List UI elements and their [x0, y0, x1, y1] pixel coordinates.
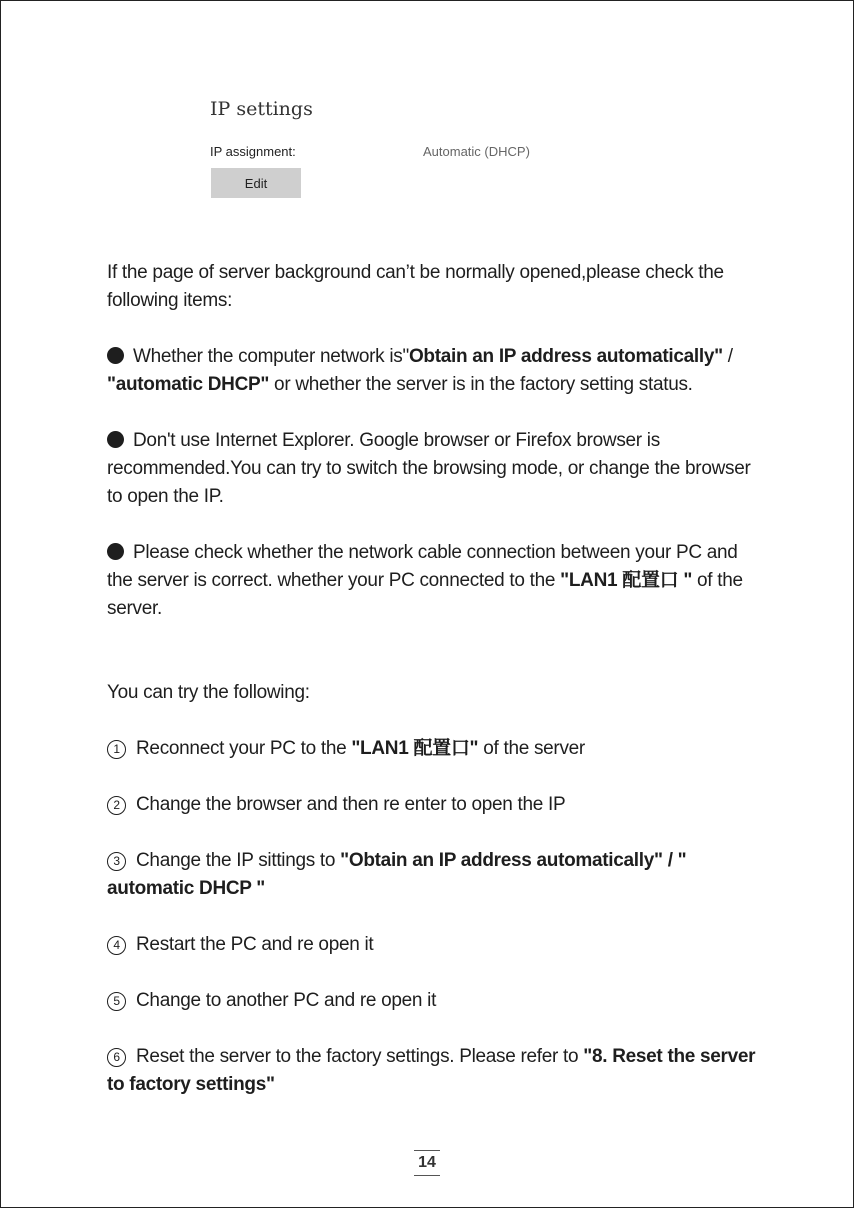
troubleshooting-content [107, 259, 757, 1099]
step-item: 5 Change to another PC and re open it [107, 987, 757, 1015]
circled-number-icon: 4 [107, 936, 126, 955]
bullet-dot-icon [107, 431, 124, 448]
circled-number-icon: 2 [107, 796, 126, 815]
bullet-item: Please check whether the network cable connection between your PC and the server is correct. whether your PC connected to the "LAN1 配置口 " of the server. [107, 542, 743, 619]
circled-number-icon: 5 [107, 992, 126, 1011]
circled-number-icon: 6 [107, 1048, 126, 1067]
circled-number-icon: 1 [107, 740, 126, 759]
ip-assignment-label: IP assignment: [210, 144, 296, 159]
bullet-dot-icon [107, 543, 124, 560]
ip-settings-panel [210, 96, 630, 206]
step-item: 6 Reset the server to the factory settings. Please refer to "8. Reset the server to factory settings" [107, 1046, 756, 1095]
ip-settings-title: IP settings [210, 98, 313, 120]
try-heading: You can try the following: [107, 682, 310, 703]
step-item: 3 Change the IP sittings to "Obtain an IP address automatically" / " automatic DHCP " [107, 850, 687, 899]
intro-text: If the page of server background can’t be normally opened,please check the following items: [107, 262, 724, 311]
bullet-item: Whether the computer network is"Obtain an IP address automatically" / "automatic DHCP" or whether the server is in the factory setting status. [107, 346, 733, 395]
step-item: 1 Reconnect your PC to the "LAN1 配置口" of the server [107, 735, 757, 763]
bullet-dot-icon [107, 347, 124, 364]
edit-button[interactable]: Edit [211, 168, 301, 198]
circled-number-icon: 3 [107, 852, 126, 871]
step-item: 2 Change the browser and then re enter to open the IP [107, 791, 757, 819]
ip-assignment-value: Automatic (DHCP) [423, 144, 530, 159]
bullet-item: Don't use Internet Explorer. Google browser or Firefox browser is recommended.You can try to switch the browsing mode, or change the browser to open the IP. [107, 430, 751, 507]
page-number: 14 [414, 1150, 440, 1176]
step-item: 4 Restart the PC and re open it [107, 931, 757, 959]
